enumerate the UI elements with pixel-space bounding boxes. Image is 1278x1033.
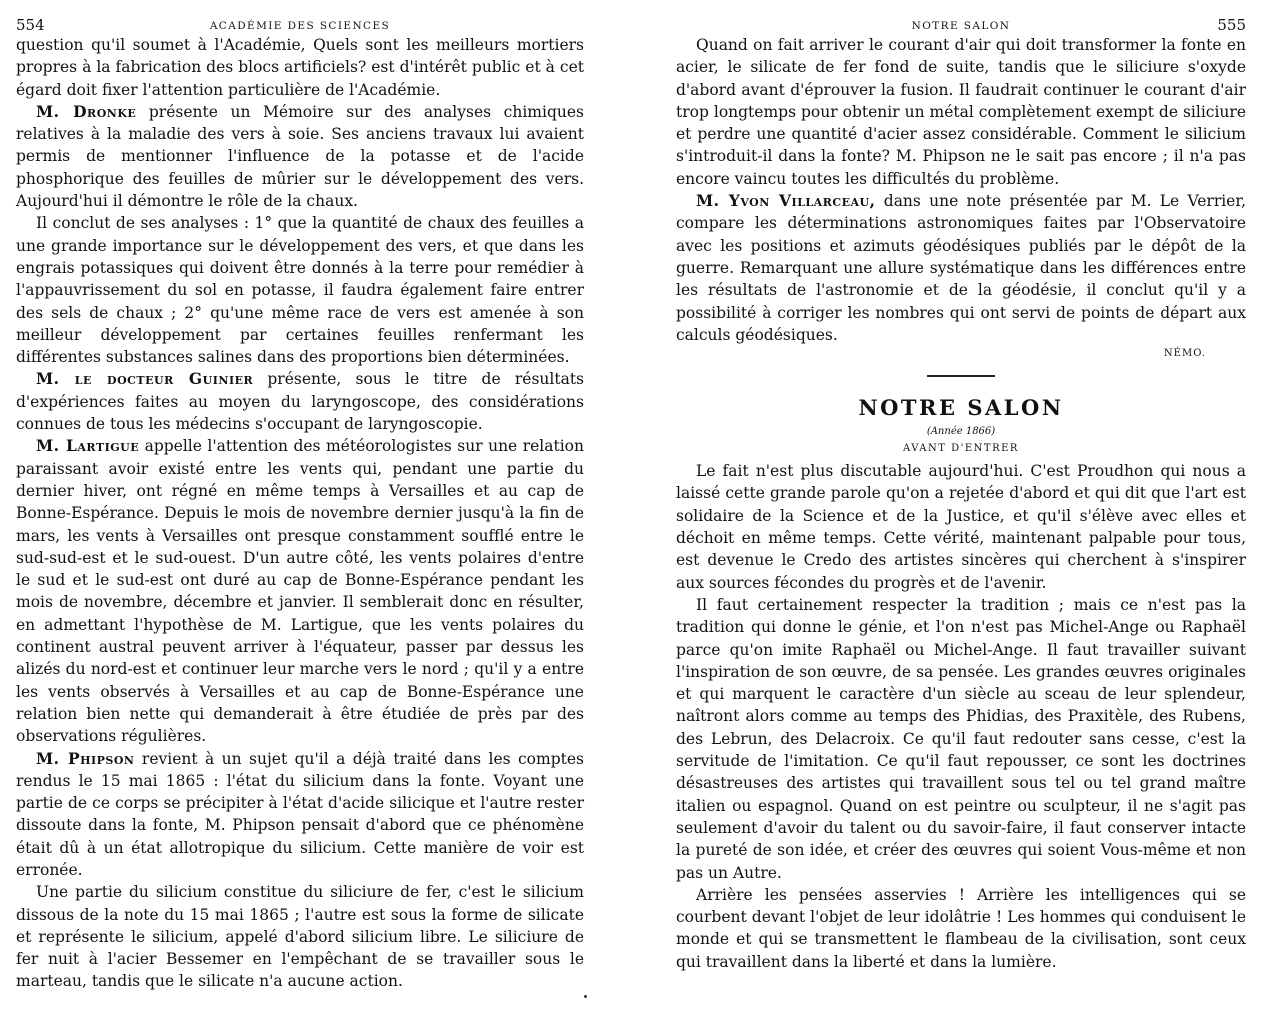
paragraph xyxy=(16,881,584,992)
page-mark xyxy=(584,995,587,998)
section-year: (Année 1866) xyxy=(926,426,996,438)
left-page xyxy=(16,0,584,1033)
paragraph-text: revient à un sujet qu'il a déjà traité dans les comptes rendus le 15 mai 1865 : l'état du silicium dans la fonte. Voyant une partie de ce corps se précipiter à l'état d'acide silicique et l'autre rester dissoute dans la fonte, M. Phipson pensait d'abord que ce phénomène était dû à un état allotropique du silicium. Cette manière de voir est erronée. xyxy=(16,749,584,879)
right-running-header xyxy=(676,0,1246,34)
left-page-body xyxy=(16,34,584,993)
paragraph-text: Quand on fait arriver le courant d'air qui doit transformer la fonte en acier, le silicate de fer fond de suite, tandis que le siliciure s'oxyde d'abord avant d'éprouver la fusion. Il faudrait continuer le courant d'air trop longtemps pour obtenir un métal complètement exempt de siliciure et perdre une quantité d'acier assez considérable. Comment le silicium s'introduit-il dans la fonte? M. Phipson ne le sait pas encore ; il n'a pas encore vaincu toutes les difficultés du problème. xyxy=(676,36,1246,188)
paragraph xyxy=(16,212,584,368)
paragraph-text: Il faut certainement respecter la tradition ; mais ce n'est pas la tradition qui donne le génie, et l'on n'est pas Michel-Ange ou Raphaël parce qu'on imite Raphaël ou Michel-Ange. Il faut travailler suivant l'inspiration de son œuvre, de sa pensée. Les grandes œuvres originales et qui marquent le caractère d'un siècle au sceau de leur splendeur, naîtront alors comme au temps des Phidias, des Praxitèle, des Rubens, des Lebrun, des Delacroix. Ce qu'il faut redouter sans cesse, c'est la servitude de l'imitation. Ce qu'il faut repousser, ce sont les doctrines désastreuses des artistes qui travaillent sous tel ou tel grand maître italien ou espagnol. Quand on est peintre ou sculpteur, il ne s'agit pas seulement d'avoir du talent ou du savoir-faire, il faut conserver intacte la pureté de son idée, et créer des œuvres qui soient Vous-même et non pas un Autre. xyxy=(676,595,1246,882)
paragraph xyxy=(676,460,1246,594)
author-paragraph xyxy=(16,435,584,747)
right-running-head: NOTRE SALON xyxy=(911,20,1011,32)
paragraph-text: Le fait n'est plus discutable aujourd'hui. C'est Proudhon qui nous a laissé cette grande parole qu'on a rejetée d'abord et qui dit que l'art est solidaire de la Science et de la Justice, et qu'il s'élève avec elles et déchoit en même temps. Cette vérité, maintenant palpable pour tous, est devenue le Credo des artistes sincères qui cherchent à s'inspirer aux sources fécondes du progrès et de l'avenir. xyxy=(676,462,1246,592)
right-page-number: 555 xyxy=(1217,16,1246,34)
section-subtitle: AVANT D'ENTRER xyxy=(903,443,1019,455)
right-page-body-top xyxy=(676,34,1246,346)
paragraph-text: Arrière les pensées asservies ! Arrière les intelligences qui se courbent devant l'objet de leur idolâtrie ! Les hommes qui conduisent le monde et qui se transmettent le flambeau de la civilisation, sont ceux qui travaillent dans la liberté et dans la lumière. xyxy=(676,885,1246,971)
left-page-number: 554 xyxy=(16,16,45,34)
right-page-body-bottom xyxy=(676,460,1246,973)
author-paragraph xyxy=(676,190,1246,346)
section-divider xyxy=(927,375,995,377)
paragraph-text: présente un Mémoire sur des analyses chimiques relatives à la maladie des vers à soie. Ses anciens travaux lui avaient permis de mentionner l'influence de la potasse et de l'acide phosphorique des feuilles de mûrier sur le développement des vers. Aujourd'hui il démontre le rôle de la chaux. xyxy=(16,102,584,211)
author-name: M. Phipson xyxy=(36,748,135,768)
right-page xyxy=(676,0,1246,1033)
author-name: M. Dronke xyxy=(36,101,137,121)
paragraph xyxy=(676,884,1246,973)
author-name: M. Lartigue xyxy=(36,436,140,456)
signature: NÉMO. xyxy=(1163,348,1206,360)
paragraph-text: présente, sous le titre de résultats d'expériences faites au moyen du laryngoscope, des considérations connues de tous les médecins s'occupant de laryngoscopie. xyxy=(16,370,585,434)
paragraph xyxy=(16,34,584,101)
section-title: NOTRE SALON xyxy=(858,395,1064,421)
paragraph-text: Une partie du silicium constitue du siliciure de fer, c'est le silicium dissous de la note du 15 mai 1865 ; l'autre est sous la forme de silicate et représente le silicium, appelé d'abord silicium libre. Le siliciure de fer nuit à l'acier Bessemer en l'empêchant de se travailler sous le marteau, tandis que le silicate n'a aucune action. xyxy=(16,883,584,991)
paragraph-text: appelle l'attention des météorologistes sur une relation paraissant avoir existé entre les vents qui, pendant une partie du dernier hiver, ont régné en même temps à Versailles et au cap de Bonne-Espérance. Depuis le mois de novembre dernier jusqu'à la fin de mars, les vents à Versailles ont presque constamment soufflé entre le sud-sud-est et le sud-ouest. D'un autre côté, les vents polaires d'entre le sud et le sud-est ont duré au cap de Bonne-Espérance pendant les mois de novembre, décembre et janvier. Il semblerait donc en résulter, en admettant l'hypothèse de M. Lartigue, que les vents polaires du continent austral peuvent arriver à l'équateur, passer par dessus les alizés du nord-est et continuer leur marche vers le nord ; qu'il y a entre les vents observés à Versailles et au cap de Bonne-Espérance une relation bien nette qui demanderait à être étudiée de près par des observations régulières. xyxy=(16,437,584,746)
author-paragraph xyxy=(16,101,584,212)
author-name: M. Yvon Villarceau, xyxy=(696,191,876,211)
left-running-header xyxy=(16,0,584,34)
paragraph xyxy=(676,34,1246,190)
author-paragraph xyxy=(16,748,584,882)
paragraph-text: dans une note présentée par M. Le Verrier, compare les déterminations astronomiques faites par l'Observatoire avec les positions et azimuts géodésiques publiés par le dépôt de la guerre. Remarquant une allure systématique dans les différences entre les résultats de l'astronomie et de la géodésie, il conclut qu'il y a possibilité à corriger les nombres qui ont servi de points de départ aux calculs géodésiques. xyxy=(676,192,1246,344)
author-paragraph xyxy=(16,368,584,435)
author-name: M. le docteur Guinier xyxy=(36,369,254,389)
paragraph-text: question qu'il soumet à l'Académie, Quels sont les meilleurs mortiers propres à la fabrication des blocs artificiels? est d'intérêt public et à cet égard doit fixer l'attention particulière de l'Académie. xyxy=(16,36,584,99)
left-running-head: ACADÉMIE DES SCIENCES xyxy=(209,20,391,32)
paragraph xyxy=(676,594,1246,884)
paragraph-text: Il conclut de ses analyses : 1° que la quantité de chaux des feuilles a une grande importance sur le développement des vers, et que dans les engrais potassiques qui doivent être donnés à la terre pour remédier à l'appauvrissement du sol en potasse, il faudra également faire entrer des sels de chaux ; 2° qu'une même race de vers est amenée à son meilleur développement par certaines feuilles renfermant les différentes substances salines dans des proportions bien déterminées. xyxy=(16,214,584,367)
